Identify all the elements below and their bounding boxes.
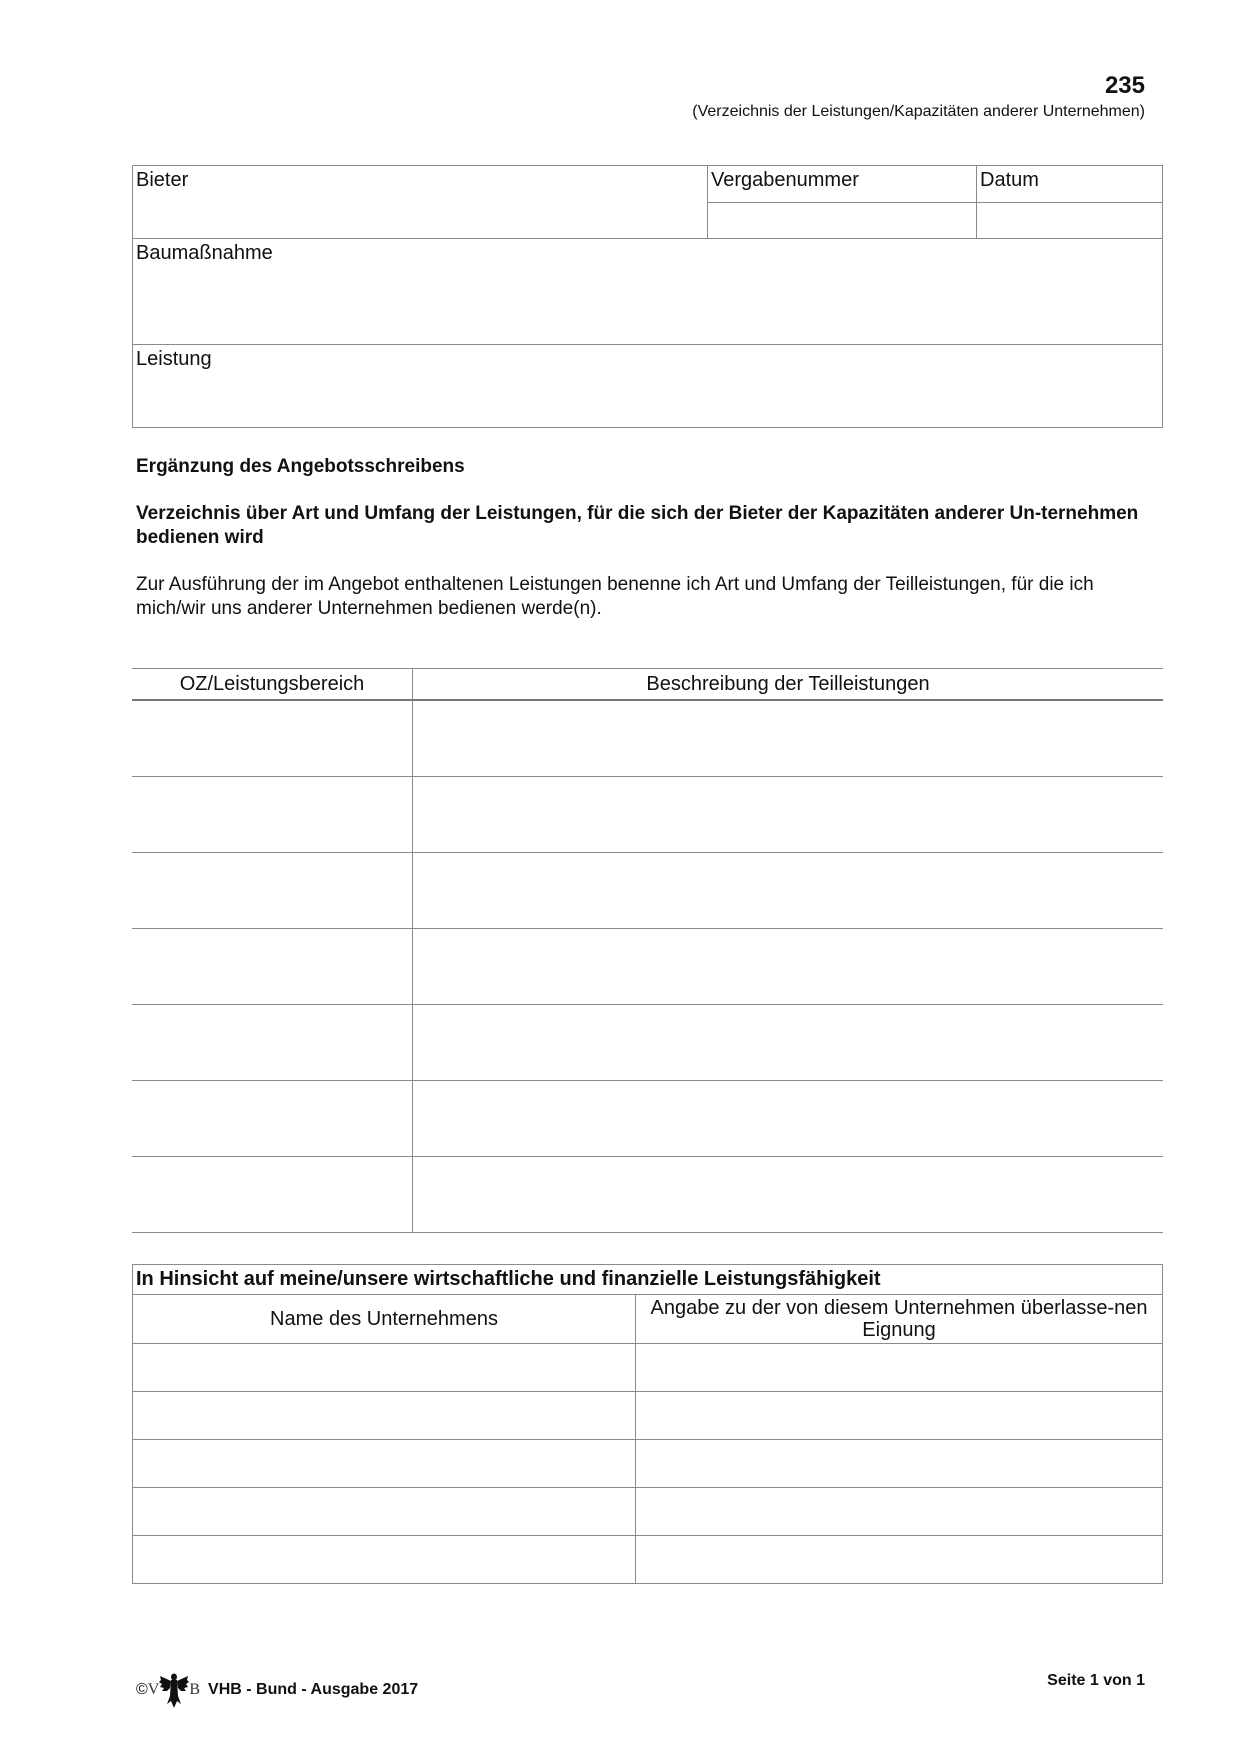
award-number-field[interactable] xyxy=(708,202,977,239)
services-table-row xyxy=(132,853,1163,929)
footer-page-number: Seite 1 von 1 xyxy=(1047,1672,1145,1689)
suitability-cell[interactable] xyxy=(636,1488,1163,1536)
company-name-cell[interactable] xyxy=(133,1488,636,1536)
services-table-row xyxy=(132,777,1163,853)
oz-cell[interactable] xyxy=(132,1157,413,1233)
copyright-symbol: © xyxy=(136,1681,148,1698)
companies-table-row xyxy=(133,1344,1163,1392)
company-name-column-header: Name des Unternehmens xyxy=(133,1295,636,1344)
logo-letter-b: B xyxy=(189,1681,201,1698)
oz-cell[interactable] xyxy=(132,1005,413,1081)
date-label: Datum xyxy=(980,169,1039,191)
companies-table-row xyxy=(133,1392,1163,1440)
companies-table xyxy=(132,1264,1163,1584)
construction-project-field[interactable] xyxy=(133,239,1163,345)
logo-letter-v: V xyxy=(147,1681,160,1698)
services-table-row xyxy=(132,1005,1163,1081)
companies-table-row xyxy=(133,1440,1163,1488)
services-table-row xyxy=(132,1157,1163,1233)
construction-project-label: Baumaßnahme xyxy=(136,242,273,264)
company-name-cell[interactable] xyxy=(133,1344,636,1392)
description-cell[interactable] xyxy=(413,929,1164,1005)
oz-cell[interactable] xyxy=(132,777,413,853)
services-table-header xyxy=(132,669,1163,701)
description-cell[interactable] xyxy=(413,1157,1164,1233)
oz-cell[interactable] xyxy=(132,929,413,1005)
description-cell[interactable] xyxy=(413,1005,1164,1081)
suitability-column-header: Angabe zu der von diesem Unternehmen überlasse-nen Eignung xyxy=(636,1295,1163,1344)
suitability-cell[interactable] xyxy=(636,1440,1163,1488)
footer-left xyxy=(136,1670,418,1710)
oz-cell[interactable] xyxy=(132,1081,413,1157)
companies-table-title: In Hinsicht auf meine/unsere wirtschaftliche und finanzielle Leistungsfähigkeit xyxy=(133,1265,1163,1295)
bidder-field[interactable] xyxy=(133,166,708,239)
federal-eagle-logo xyxy=(148,1670,200,1710)
award-number-label-cell xyxy=(708,166,977,203)
company-name-cell[interactable] xyxy=(133,1392,636,1440)
eagle-icon xyxy=(159,1670,189,1710)
form-number: 235 xyxy=(1104,72,1145,99)
date-field[interactable] xyxy=(977,202,1163,239)
description-column-header: Beschreibung der Teilleistungen xyxy=(413,669,1164,701)
companies-table-row xyxy=(133,1536,1163,1584)
section-intro: Zur Ausführung der im Angebot enthaltenen Leistungen benenne ich Art und Umfang der Teilleistungen, für die ich mich/wir uns anderer Unternehmen bedienen werde(n). xyxy=(136,574,1094,619)
services-table-row xyxy=(132,700,1163,777)
header-fields-table xyxy=(132,165,1163,428)
suitability-cell[interactable] xyxy=(636,1344,1163,1392)
company-name-cell[interactable] xyxy=(133,1536,636,1584)
service-label: Leistung xyxy=(136,348,212,370)
services-table-row xyxy=(132,929,1163,1005)
section-title: Ergänzung des Angebotsschreibens xyxy=(136,456,465,477)
suitability-cell[interactable] xyxy=(636,1536,1163,1584)
description-cell[interactable] xyxy=(413,700,1164,777)
date-label-cell xyxy=(977,166,1163,203)
description-cell[interactable] xyxy=(413,853,1164,929)
description-cell[interactable] xyxy=(413,1081,1164,1157)
oz-cell[interactable] xyxy=(132,700,413,777)
section-heading: Verzeichnis über Art und Umfang der Leistungen, für die sich der Bieter der Kapazitäten anderer Un-ternehmen bedienen wird xyxy=(136,503,1139,548)
oz-cell[interactable] xyxy=(132,853,413,929)
award-number-label: Vergabenummer xyxy=(711,169,859,191)
bidder-label: Bieter xyxy=(136,169,189,191)
oz-column-header: OZ/Leistungsbereich xyxy=(132,669,413,701)
form-subtitle: (Verzeichnis der Leistungen/Kapazitäten anderer Unternehmen) xyxy=(692,103,1145,120)
footer-edition: VHB - Bund - Ausgabe 2017 xyxy=(208,1681,419,1698)
description-cell[interactable] xyxy=(413,777,1164,853)
services-table-row xyxy=(132,1081,1163,1157)
company-name-cell[interactable] xyxy=(133,1440,636,1488)
companies-table-row xyxy=(133,1488,1163,1536)
service-field[interactable] xyxy=(133,345,1163,428)
services-table xyxy=(132,668,1163,1233)
suitability-cell[interactable] xyxy=(636,1392,1163,1440)
